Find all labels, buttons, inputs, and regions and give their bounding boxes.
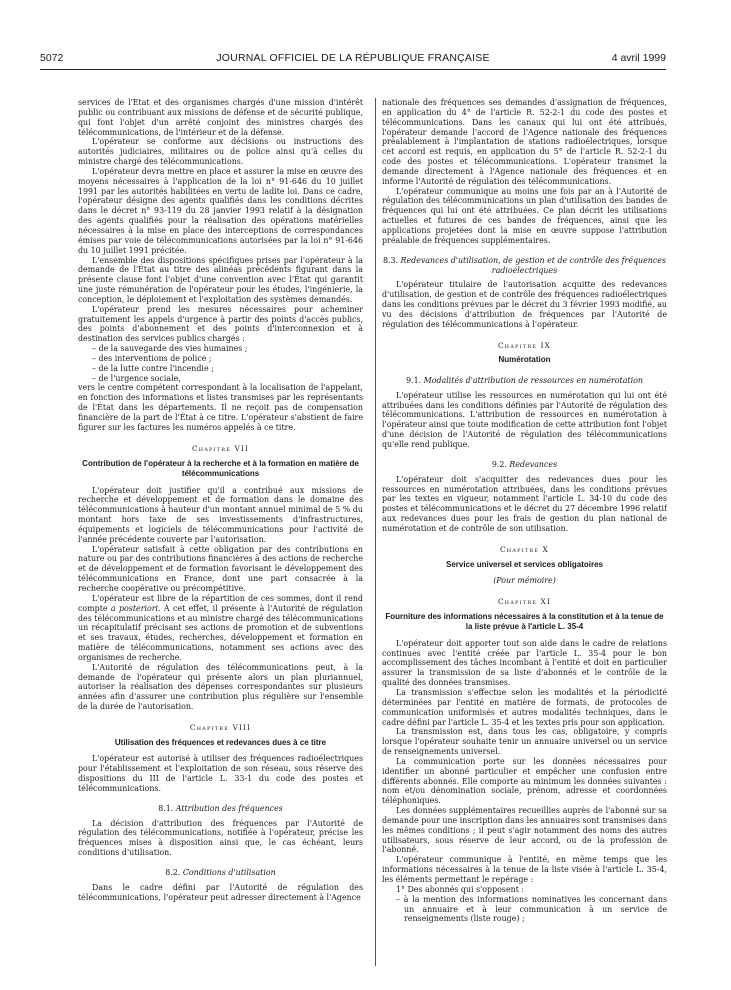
paragraph: L'opérateur titulaire de l'autorisation acquitte des redevances d'utilisation, de gestion et de contrôle des fréquences radioélectriques dans les conditions prévues par le décret du 3 février 1993 modifié, au vu des décisions d'attribution de fréquences par l'Autorité de régulation des télécommunications à l'opérateur. <box>382 280 667 329</box>
paragraph: L'opérateur doit s'acquitter des redevances dues pour les ressources en numérotation attribuées, dans les conditions prévues par les textes en vigueur, notamment l'article L. 34-10 du code des postes et télécommunications et le décret du 27 décembre 1996 relatif aux redevances dues pour les frais de gestion du plan national de numérotation et de contrôle de son utilisation. <box>382 474 667 533</box>
chapter-title: Contribution de l'opérateur à la recherche et à la formation en matière de télécommunications <box>82 458 359 479</box>
paragraph: L'opérateur devra mettre en place et assurer la mise en œuvre des moyens nécessaires à l'application de la loi n° 91-646 du 10 juillet 1991 par les autorités habilitées en vertu de ladite loi. Dans ce cadre, l'opérateur désigne des agents qualifiés dans les conditions décrites dans le décret n° 93-119 du 28 janvier 1993 relatif à la désignation des agents qualifiés pour la réalisation des opérations matérielles nécessaires à la mise en place des interceptions de correspondances émises par voie de télécommunications autorisées par la loi n° 91-646 du 10 juillet 1991 précitée. <box>78 166 363 255</box>
list-item: – de la sauvegarde des vies humaines ; <box>92 344 248 354</box>
page-number: 5072 <box>40 52 64 64</box>
page-header <box>40 52 666 68</box>
section-number: 9.2. <box>491 459 507 469</box>
text-run: . À cet effet, il présente à l'Autorité de régulation des télécommunications et au ministre chargé des télécommunications un récapitulatif précisant ses actions de promotion et de subventions et ses travaux, études, recherches, développement et formation en matière de télécommunications, notamment ses actions avec des organismes de recherche. <box>78 603 363 662</box>
section-number: 8.3. <box>382 255 399 265</box>
section-title: Redevances d'utilisation, de gestion et de contrôle des fréquences radioélectriques <box>400 255 667 275</box>
paragraph: La décision d'attribution des fréquences par l'Autorité de régulation des télécommunications, notifiée à l'opérateur, précise les fréquences mises à disposition ainsi que, le cas échéant, leurs conditions d'utilisation. <box>78 818 363 858</box>
chapter-label: Chapitre X <box>500 544 549 554</box>
paragraph: L'opérateur doit apporter tout son aide dans le cadre de relations continues avec l'entité créée par l'article L. 35-4 pour le bon accomplissement des tâches incombant à l'entité et doit en particulier assurer la transmission de sa liste d'abonnés et le contrôle de la qualité des données transmises. <box>382 638 667 688</box>
section-title: Modalités d'attribution de ressources en numérotation <box>423 375 643 385</box>
paragraph: L'opérateur utilise les ressources en numérotation qui lui ont été attribuées dans les conditions définies par l'Autorité de régulation des télécommunications. L'attribution de ressources en numérotation à l'opérateur ainsi que toute modification de cette attribution font l'objet d'une décision de l'Autorité de régulation des télécommunications qu'elle rend publique. <box>382 390 667 449</box>
section-number: 8.1. <box>158 803 174 813</box>
paragraph: vers le centre compétent correspondant à la localisation de l'appelant, en fonction des informations et listes transmises par les représentants de l'État dans les départements. Il ne reçoit pas de compensation financière de la part de l'État à ce titre. L'opérateur s'abstient de faire figurer sur les factures les numéros appelés à ce titre. <box>78 383 363 432</box>
paragraph: Les données supplémentaires recueillies auprès de l'abonné sur sa demande pour une inscription dans les annuaires sont transmises dans les mêmes conditions ; il peut s'agir notamment des noms des autres utilisateurs, sous réserve de leur accord, ou de la profession de l'abonné. <box>382 806 667 855</box>
chapter-title: Service universel et services obligatoires <box>446 559 603 569</box>
column-divider <box>375 98 376 966</box>
section-heading <box>382 460 667 470</box>
paragraph: L'opérateur satisfait à cette obligation par des contributions en nature ou par des contributions financières à des actions de recherche et de développement et de formation favorisant le développement des télécommunications en France, dont une part consacrée à la recherche coopérative ou précompétitive. <box>78 544 363 593</box>
list-item: – de la lutte contre l'incendie ; <box>92 363 214 373</box>
section-title: Attribution des fréquences <box>175 803 283 813</box>
section-number: 9.1. <box>406 375 422 385</box>
section-heading <box>78 804 363 814</box>
paragraph: L'opérateur communique au moins une fois par an à l'Autorité de régulation des télécommunications un plan d'utilisation des bandes de fréquences qui lui ont été attribuées. Ce plan décrit les utilisations actuelles et futures de ces bandes de fréquences, ainsi que les applications projetées dont la mise en œuvre suppose l'attribution préalable de fréquences supplémentaires. <box>382 186 667 245</box>
paragraph: La transmission est, dans tous les cas, obligatoire, y compris lorsque l'opérateur souhaite tenir un annuaire universel ou un service de renseignements universel. <box>382 727 667 757</box>
paragraph: L'opérateur doit justifier qu'il a contribué aux missions de recherche et développement et de formation dans le domaine des télécommunications à hauteur d'un montant annuel minimal de 5 % du montant hors taxe de ses investissements d'infrastructures, équipements et logiciels de télécommunications pour l'activité de l'année précédente couverte par l'autorisation. <box>78 485 363 544</box>
header-rule <box>40 69 666 70</box>
paragraph: L'opérateur prend les mesures nécessaires pour acheminer gratuitement les appels d'urgence à partir des points d'accès publics, des points d'abonnement et des points d'interconnexion et à destination des services publics chargés : <box>78 304 363 344</box>
journal-title: JOURNAL OFFICIEL DE LA RÉPUBLIQUE FRANÇAISE <box>216 52 490 64</box>
chapter-label: Chapitre VII <box>191 443 250 453</box>
paragraph: La transmission s'effectue selon les modalités et la périodicité déterminées par l'entité en matière de formats, de protocoles de communication uniformisés et autres modalités techniques, dans le cadre défini par l'article L. 35-4 et les textes pris pour son application. <box>382 687 667 727</box>
chapter-note: (Pour mémoire) <box>493 576 556 586</box>
chapter-label: Chapitre IX <box>497 340 551 350</box>
chapter-title: Utilisation des fréquences et redevances dues à ce titre <box>114 737 327 747</box>
section-title: Redevances <box>509 459 558 469</box>
chapter-label: Chapitre VIII <box>189 722 252 732</box>
paragraph: services de l'État et des organismes chargés d'une mission d'intérêt public ou contribuant aux missions de défense et de sécurité publique, qui font l'objet d'un arrêté conjoint des ministres chargés des télécommunications, de l'intérieur et de la défense. <box>78 98 363 137</box>
publication-date: 4 avril 1999 <box>611 52 666 64</box>
italic-run: a posteriori <box>110 603 159 613</box>
paragraph: Dans le cadre défini par l'Autorité de régulation des télécommunications, l'opérateur peut adresser directement à l'Agence <box>78 882 363 902</box>
list-item: – des interventions de police ; <box>92 353 212 363</box>
paragraph: nationale des fréquences ses demandes d'assignation de fréquences, en application du 4° de l'article R. 52-2-1 du code des postes et télécommunications. Dans les canaux qui lui ont été attribués, l'opérateur demande l'accord de l'Agence nationale des fréquences préalablement à l'implantation de stations radioélectriques, lorsque cet accord est requis, en application du 5° de l'article R. 52-2-1 du code des postes et télécommunications. L'opérateur transmet la demande directement à l'Agence nationale des fréquences et en informe l'Autorité de régulation des télécommunications. <box>382 98 667 186</box>
list-item: – de l'urgence sociale, <box>92 373 181 383</box>
section-title: Conditions d'utilisation <box>182 867 276 877</box>
paragraph: L'opérateur est autorisé à utiliser des fréquences radioélectriques pour l'établissement et l'exploitation de son réseau, sous réserve des dispositions du III de l'article L. 33-1 du code des postes et télécommunications. <box>78 754 363 793</box>
text-run: L'opérateur est libre de la répartition de ces sommes, dont il rend compte <box>78 593 363 613</box>
chapter-label: Chapitre XI <box>497 596 551 606</box>
paragraph: L'opérateur se conforme aux décisions ou instructions des autorités judiciaires, militaires ou de police ainsi qu'à celles du ministre chargé des télécommunications. <box>78 137 363 167</box>
paragraph: L'Autorité de régulation des télécommunications peut, à la demande de l'opérateur qui présente alors un plan pluriannuel, autoriser la réalisation des dépenses correspondantes sur plusieurs années afin d'assurer une contribution plus régulière sur l'ensemble de la durée de l'autorisation. <box>78 662 363 712</box>
section-heading <box>382 376 667 386</box>
right-column <box>382 98 667 970</box>
section-number: 8.2. <box>165 867 181 877</box>
paragraph: La communication porte sur les données nécessaires pour identifier un abonné particulier et empêcher une confusion entre différents abonnés. Elle comporte au minimum les données suivantes : nom et/ou dénomination sociale, prénom, adresse et coordonnées téléphoniques. <box>382 756 667 806</box>
section-heading <box>78 868 363 878</box>
paragraph: 1° Des abonnés qui s'opposent : <box>396 884 525 894</box>
left-column <box>78 98 363 968</box>
paragraph: L'ensemble des dispositions spécifiques prises par l'opérateur à la demande de l'État au titre des alinéas précédents figurant dans la présente clause font l'objet d'une convention avec l'État qui garantit une juste rémunération de l'opérateur pour les études, l'ingénierie, la conception, le déploiement et l'exploitation des systèmes demandés. <box>78 255 363 304</box>
chapter-title: Numérotation <box>498 355 551 365</box>
paragraph <box>78 594 363 663</box>
paragraph: L'opérateur communique à l'entité, en même temps que les informations nécessaires à la tenue de la liste visée à l'article L. 35-4, les éléments permettant le repérage : <box>382 855 667 884</box>
chapter-title: Fourniture des informations nécessaires à la constitution et à la tenue de la liste prévue à l'article L. 35-4 <box>385 611 664 632</box>
list-item: – à la mention des informations nominatives les concernant dans un annuaire et à leur communication à un service de renseignements (liste rouge) ; <box>396 894 667 924</box>
section-heading <box>382 256 667 276</box>
